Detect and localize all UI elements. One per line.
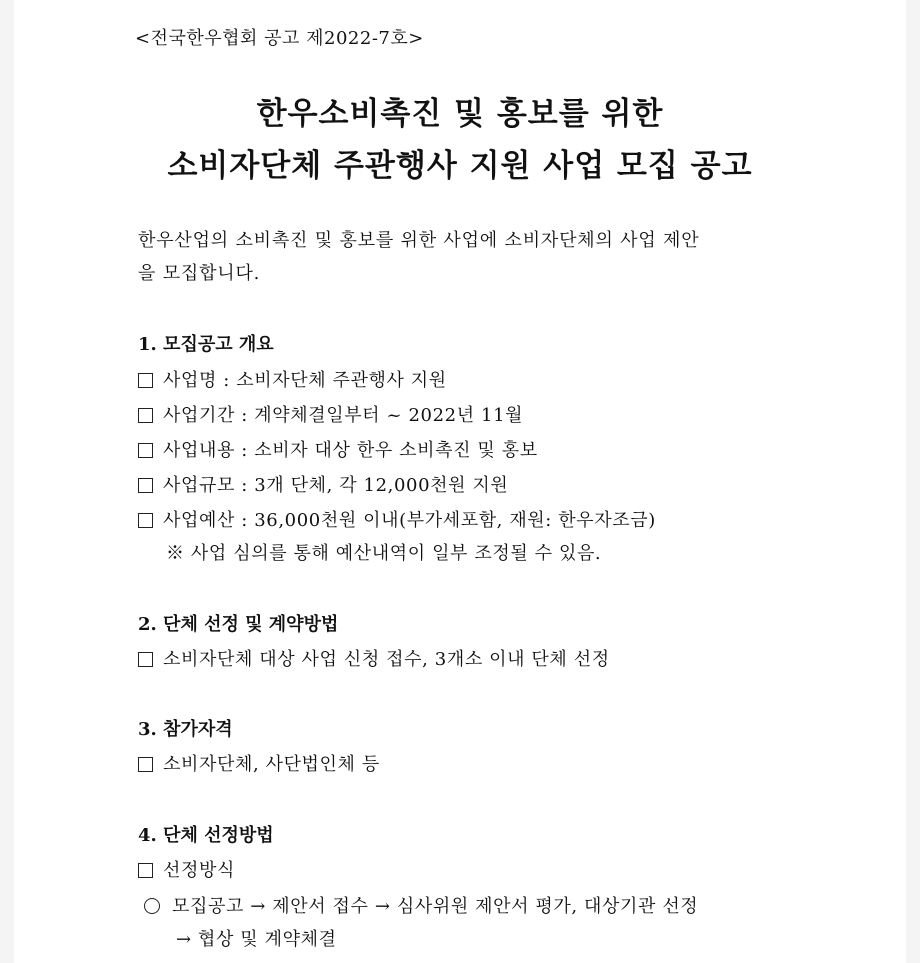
checkbox-square-icon [138,863,153,878]
list-item [138,856,235,882]
checkbox-square-icon [138,443,153,458]
list-item [138,436,538,462]
checkbox-square-icon [138,478,153,493]
process-line-2: → 협상 및 계약체결 [176,929,337,950]
item-text: 사업내용 : 소비자 대상 한우 소비촉진 및 홍보 [163,440,538,461]
section-3-heading: 3. 참가자격 [138,719,233,740]
item-text: 소비자단체 대상 사업 신청 접수, 3개소 이내 단체 선정 [163,649,610,670]
list-item [138,750,380,776]
intro-line-2: 을 모집합니다. [138,263,261,284]
title-line-2: 소비자단체 주관행사 지원 사업 모집 공고 [167,148,753,184]
process-line-1 [144,892,698,918]
announcement-number: <전국한우협회 공고 제2022-7호> [135,28,424,49]
budget-note: ※ 사업 심의를 통해 예산내역이 일부 조정될 수 있음. [166,543,602,564]
checkbox-square-icon [138,652,153,667]
intro-line-1: 한우산업의 소비촉진 및 홍보를 위한 사업에 소비자단체의 사업 제안 [138,230,700,251]
list-item [138,645,610,671]
list-item [138,366,447,392]
item-text: 사업기간 : 계약체결일부터 ~ 2022년 11월 [163,405,524,426]
checkbox-square-icon [138,757,153,772]
section-2-heading: 2. 단체 선정 및 계약방법 [138,614,339,635]
list-item [138,471,508,497]
checkbox-square-icon [138,373,153,388]
section-1-heading: 1. 모집공고 개요 [138,334,274,355]
checkbox-square-icon [138,408,153,423]
title-line-1: 한우소비촉진 및 홍보를 위한 [256,96,664,132]
item-text: 사업예산 : 36,000천원 이내(부가세포함, 재원: 한우자조금) [163,510,656,531]
list-item [138,401,523,427]
item-text: 사업규모 : 3개 단체, 각 12,000천원 지원 [163,475,509,496]
item-text: 선정방식 [163,860,235,881]
item-text: 소비자단체, 사단법인체 등 [163,754,380,775]
process-text: 모집공고 → 제안서 접수 → 심사위원 제안서 평가, 대상기관 선정 [172,896,699,917]
intro-paragraph [138,224,798,290]
section-4-heading: 4. 단체 선정방법 [138,825,274,846]
list-item [138,506,656,532]
item-text: 사업명 : 소비자단체 주관행사 지원 [163,370,447,391]
circle-bullet-icon [144,898,160,914]
checkbox-square-icon [138,513,153,528]
